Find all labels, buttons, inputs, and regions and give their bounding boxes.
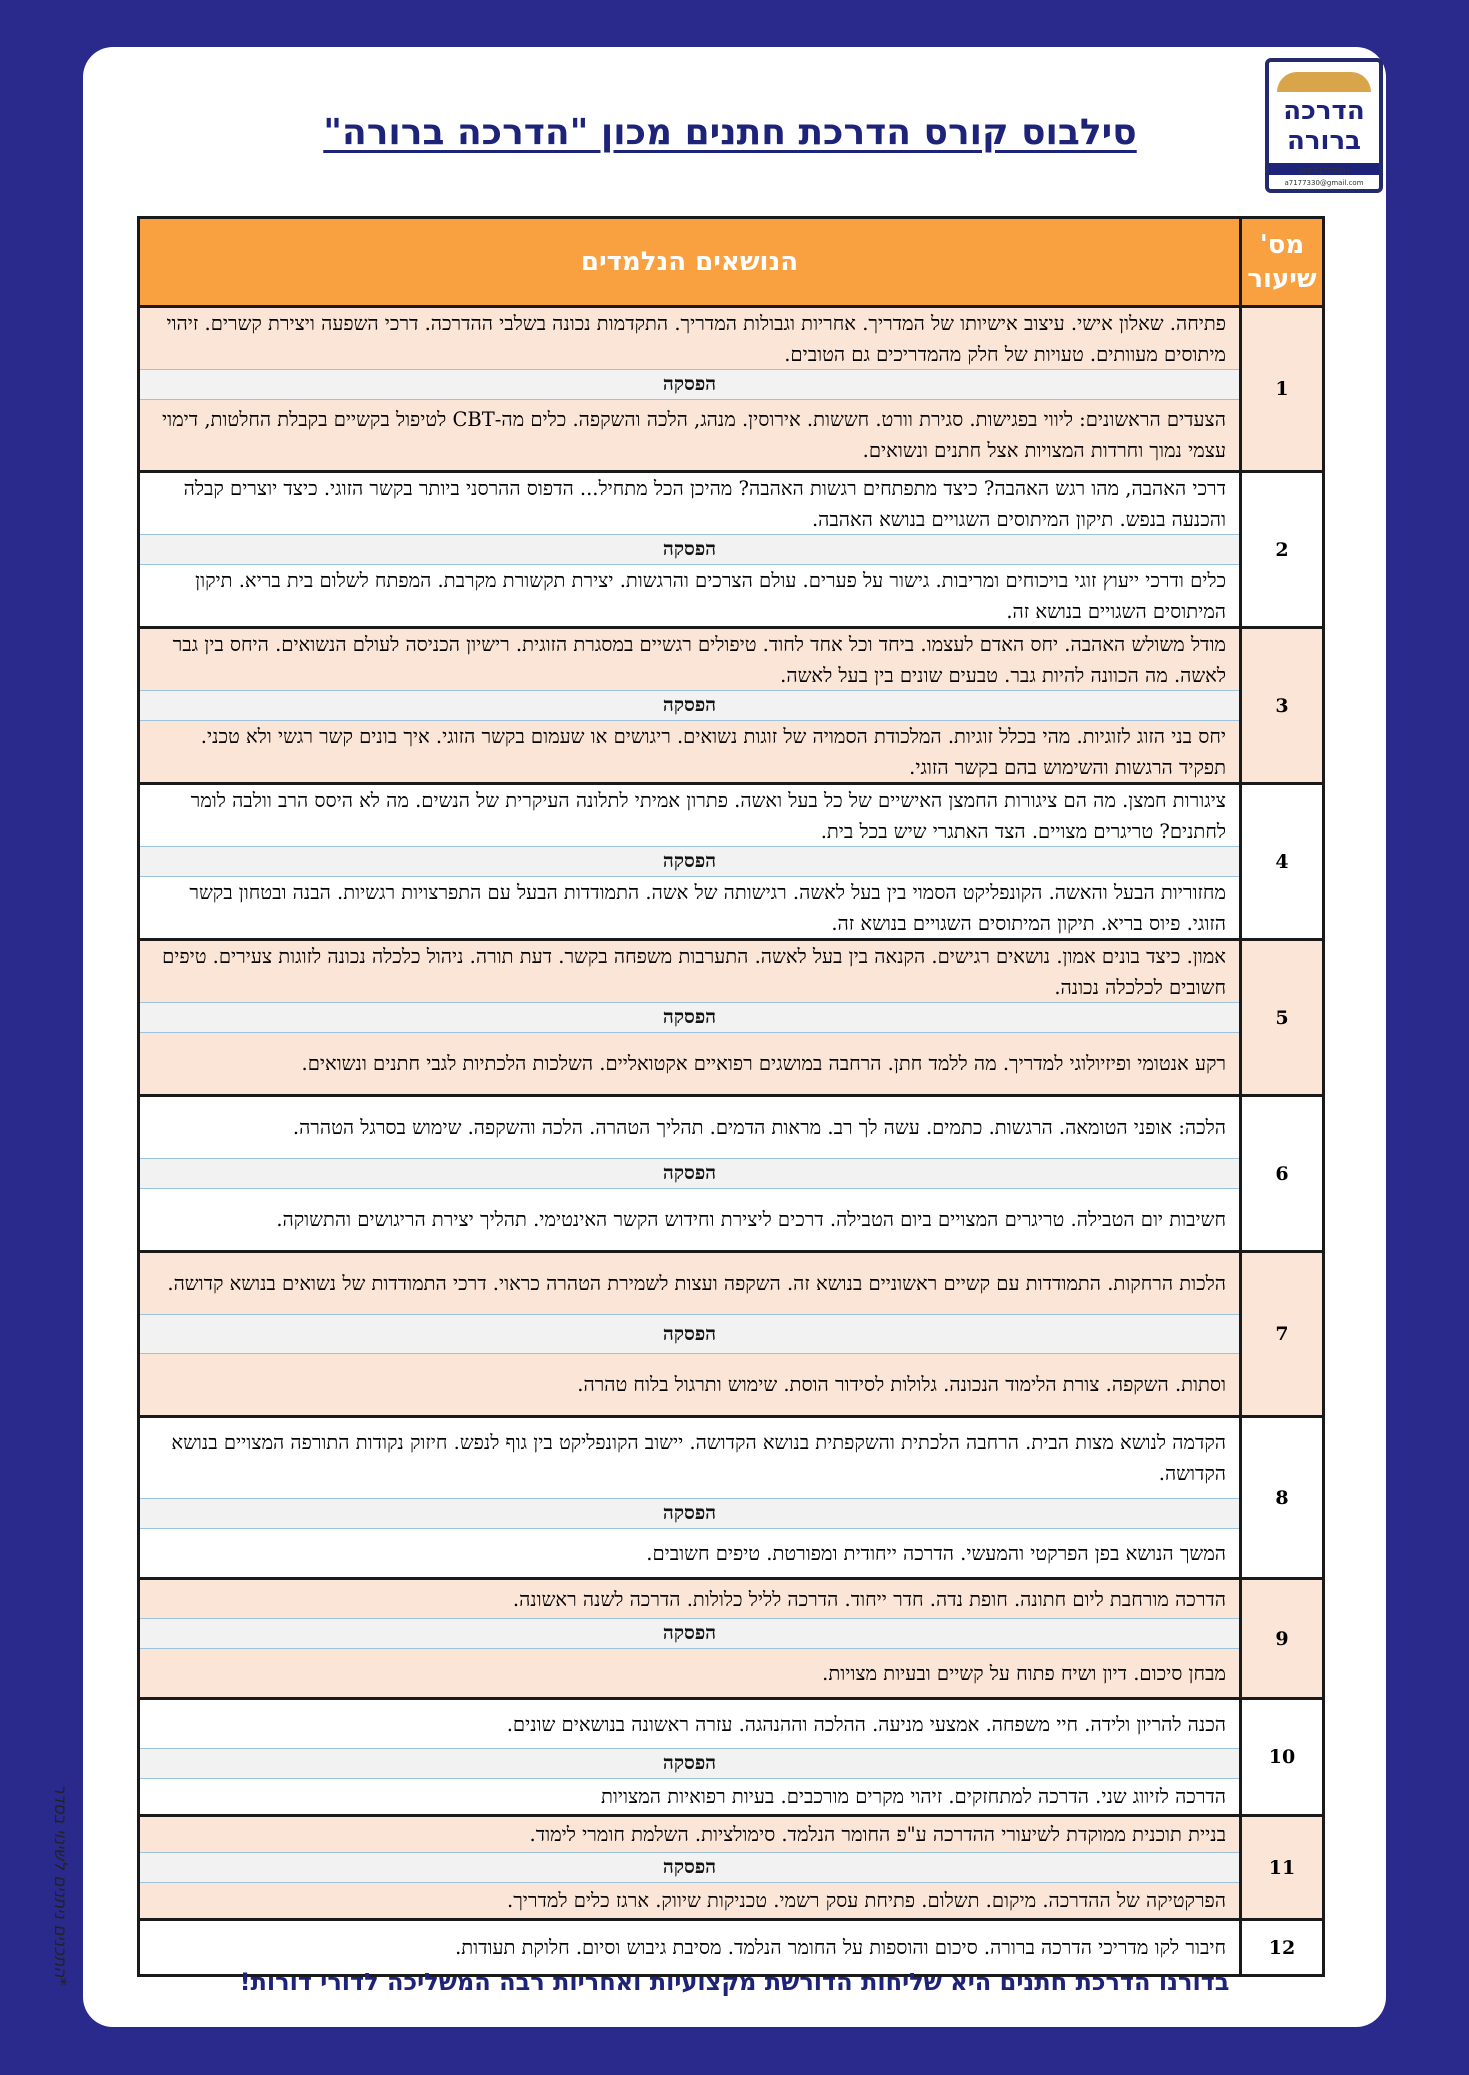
lesson-topics [139,1579,1241,1699]
lesson-number-header-line1: מס' [1259,230,1305,260]
lesson-topics [139,1816,1241,1920]
lesson-topic-before-break: דרכי האהבה, מהו רגש האהבה? כיצד מתפתחים רגשות האהבה? מהיכן הכל מתחיל... הדפוס ההרסני ביותר בקשר הזוגי. כיצד יוצרים קבלה והכנעה בנפש. תיקון המיתוסים השגויים בנושא האהבה. [183,476,1226,531]
footer-slogan: בדורנו הדרכת חתנים היא שליחות הדורשת מקצועיות ואחריות רבה המשליכה לדורי דורות! [239,1968,1230,1996]
lesson-topic-before-break: הדרכה מורחבת ליום חתונה. חופת נדה. חדר ייחוד. הדרכה לליל כלולות. הדרכה לשנה ראשונה. [512,1587,1226,1611]
lesson-topic-before-break: הלכות הרחקות. התמודדות עם קשיים ראשוניים בנושא זה. השקפה ועצות לשמירת הטהרה כראוי. דרכי התמודדות של נשואים בנושא קדושה. [167,1272,1226,1295]
lesson-topics [139,1252,1241,1417]
page-title: סילבוס קורס הדרכת חתנים מכון "הדרכה ברורה" [323,112,1137,153]
lesson-row [139,784,1324,940]
side-note: *התכנים ניתנים לשינוי בסדר [50,1783,70,1987]
logo-roof-graphic [1277,72,1371,92]
lesson-row [139,1699,1324,1816]
lesson-topic-before-break: בניית תוכנית ממוקדת לשיעורי ההדרכה ע"פ החומר הנלמד. סימולציות. השלמת חומרי לימוד. [529,1823,1226,1846]
logo-name [1269,96,1379,156]
lesson-topic-text: חיבור לקו מדריכי הדרכה ברורה. סיכום והוספות על החומר הנלמד. מסיבת גיבוש וסיום. חלוקת תעודות. [455,1936,1226,1959]
lesson-topic-after-break: כלים ודרכי ייעוץ זוגי בויכוחים ומריבות. גישור על פערים. עולם הצרכים והרגשות. יצירת תקשורת מקרבת. המפתח לשלום בית בריא. תיקון המיתוסים השגויים בנושא זה. [195,568,1226,623]
lesson-topic-before-break: הלכה: אופני הטומאה. הרגשות. כתמים. עשה לך רב. מראות הדמים. תהליך הטהרה. הלכה והשקפה. שימוש בסרגל הטהרה. [292,1116,1226,1139]
lesson-topics [139,1417,1241,1579]
lesson-row [139,472,1324,628]
lesson-number: 7 [1241,1252,1324,1417]
break-label: הפסקה [140,690,1239,721]
lesson-number: 6 [1241,1096,1324,1252]
lesson-number: 9 [1241,1579,1324,1699]
lesson-topics [139,940,1241,1096]
lesson-topic-after-break: חשיבות יום הטבילה. טריגרים המצויים ביום הטבילה. דרכים ליצירת וחידוש הקשר האינטימי. תהליך יצירת הריגושים והתשוקה. [276,1208,1226,1231]
break-label: הפסקה [140,1002,1239,1033]
table-header-row [139,218,1324,307]
lesson-number: 2 [1241,472,1324,628]
lesson-number: 5 [1241,940,1324,1096]
break-label: הפסקה [140,1748,1239,1779]
lesson-row [139,1096,1324,1252]
lesson-row [139,628,1324,784]
break-label: הפסקה [140,1158,1239,1189]
lesson-row [139,940,1324,1096]
lesson-topic-after-break: המשך הנושא בפן הפרקטי והמעשי. הדרכה ייחודית ומפורטת. טיפים חשובים. [646,1541,1226,1565]
lesson-topic-after-break: הדרכה לזיווג שני. הדרכה למתחזקים. זיהוי מקרים מורכבים. בעיות רפואיות המצויות [601,1785,1226,1808]
lesson-number: 11 [1241,1816,1324,1920]
lesson-topic-before-break: אמון. כיצד בונים אמון. נושאים רגישים. הקנאה בין בעל לאשה. התערבות משפחה בקשר. דעת תורה. ניהול כלכלה נכונה לזוגות צעירים. טיפים חשובים לכלכלה נכונה. [162,944,1226,999]
logo-name-line1: הדרכה [1283,96,1365,126]
lesson-topics [139,472,1241,628]
lesson-topics [139,1096,1241,1252]
lesson-number: 3 [1241,628,1324,784]
lesson-topic-before-break: ציגורות חמצן. מה הם ציגורות החמצן האישיים של כל בעל ואשה. פתרון אמיתי לתלונה העיקרית של הנשים. מה לא היסס הרב וולבה לומר לחתנים? טריגרים מצויים. הצד האתגרי שיש בכל בית. [190,788,1226,843]
lesson-number: 4 [1241,784,1324,940]
lesson-topic-after-break: הפרקטיקה של ההדרכה. מיקום. תשלום. פתיחת עסק רשמי. טכניקות שיווק. ארגז כלים למדריך. [507,1889,1226,1912]
lesson-topics [139,1699,1241,1816]
lesson-topic-after-break: יחס בני הזוג לזוגיות. מהי בכלל זוגיות. המלכודת הסמויה של זוגות נשואים. ריגושים או שעמום בקשר הזוגי. איך בונים קשר רגשי ולא טכני. תפקיד הרגשות והשימוש בהם בקשר הזוגי. [200,724,1226,779]
syllabus-body [139,307,1324,1976]
break-label: הפסקה [140,369,1239,400]
lesson-topics [139,784,1241,940]
lesson-row [139,1579,1324,1699]
lesson-topic-before-break: הכנה להריון ולידה. חיי משפחה. אמצעי מניעה. ההלכה וההנהגה. עזרה ראשונה בנושאים שונים. [506,1712,1226,1736]
lesson-number: 12 [1241,1920,1324,1976]
lesson-topic-after-break: מחזוריות הבעל והאשה. הקונפליקט הסמוי בין בעל לאשה. רגישותה של אשה. התמודדות הבעל עם התפרצויות רגשיות. הבנה ובטחון בקשר הזוגי. פיוס בריא. תיקון המיתוסים השגויים בנושא זה. [189,880,1226,935]
lesson-row [139,1816,1324,1920]
lesson-topic-before-break: פתיחה. שאלון אישי. עיצוב אישיותו של המדריך. אחריות וגבולות המדריך. התקדמות נכונה בשלבי ההדרכה. דרכי השפעה ויצירת קשרים. זיהוי מיתוסים מעוותים. טעויות של חלק מהמדריכים גם הטובים. [166,311,1226,366]
lesson-number-header-line2: שיעור [1247,264,1317,294]
break-label: הפסקה [140,1498,1239,1529]
institute-logo [1265,58,1383,193]
lesson-row [139,307,1324,472]
logo-name-line2: ברורה [1287,126,1361,156]
lesson-number: 10 [1241,1699,1324,1816]
lesson-row [139,1417,1324,1579]
break-label: הפסקה [140,1852,1239,1883]
break-label: הפסקה [140,534,1239,565]
lesson-number: 1 [1241,307,1324,472]
lesson-topic-after-break: וסתות. השקפה. צורת הלימוד הנכונה. גלולות לסידור הוסת. שימוש ותרגול בלוח טהרה. [577,1373,1226,1396]
lesson-topic-after-break: מבחן סיכום. דיון ושיח פתוח על קשיים ובעיות מצויות. [822,1661,1226,1685]
topics-header: הנושאים הנלמדים [139,218,1241,307]
lesson-topic-after-break: הצעדים הראשונים: ליווי בפגישות. סגירת וורט. חששות. אירוסין. מנהג, הלכה והשקפה. כלים מה-CBT לטיפול בקשיים בקבלת החלטות, דימוי עצמי נמוך וחרדות המצויות אצל חתנים ונשואים. [161,408,1226,462]
break-label: הפסקה [140,1314,1239,1354]
lesson-topics [139,628,1241,784]
lesson-topic-before-break: מודל משולש האהבה. יחס האדם לעצמו. ביחד וכל אחד לחוד. טיפולים רגשיים במסגרת הזוגית. רישיון הכניסה לעולם הנשואים. היחס בין גבר לאשה. מה הכוונה להיות גבר. טבעים שונים בין בעל לאשה. [172,632,1226,687]
break-label: הפסקה [140,846,1239,877]
break-label: הפסקה [140,1618,1239,1649]
lesson-topic-after-break: רקע אנטומי ופיזיולוגי למדריך. מה ללמד חתן. הרחבה במושגים רפואיים אקטואליים. השלכות הלכתיות לגבי חתנים ונשואים. [301,1052,1226,1075]
lesson-topics [139,307,1241,472]
lesson-number-header [1241,218,1324,307]
lesson-row [139,1252,1324,1417]
lesson-number: 8 [1241,1417,1324,1579]
lesson-topic-before-break: הקדמה לנושא מצות הבית. הרחבה הלכתית והשקפתית בנושא הקדושה. יישוב הקונפליקט בין גוף לנפש. חיזוק נקודות התורפה המצויים בנושא הקדושה. [171,1431,1226,1485]
logo-contact: 052-7177330 | a7177330@gmail.com [1284,167,1364,187]
syllabus-table [137,216,1325,1977]
